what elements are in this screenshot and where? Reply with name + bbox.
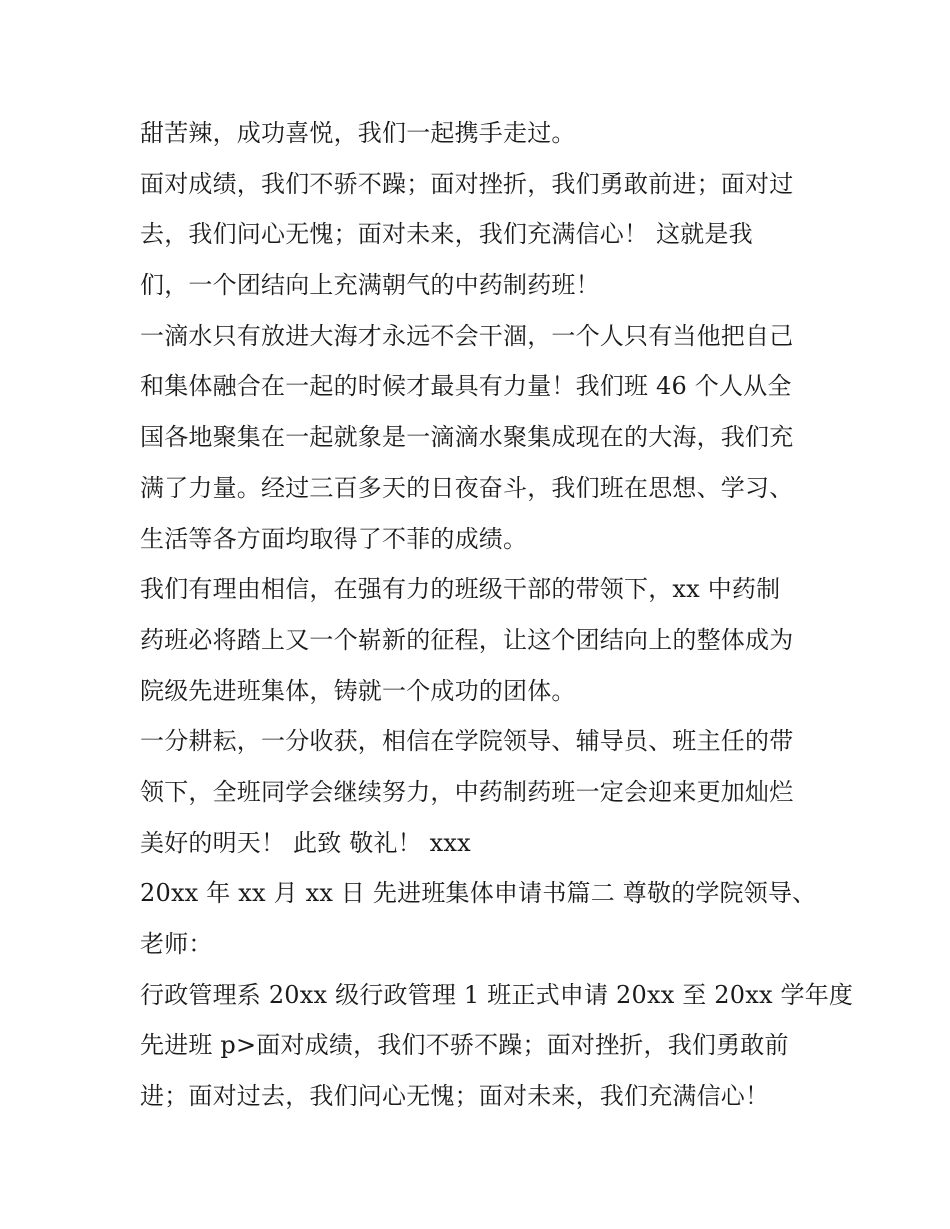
text-line: 甜苦辣，成功喜悦，我们一起携手走过。 bbox=[140, 119, 576, 147]
text-line: 国各地聚集在一起就象是一滴滴水聚集成现在的大海，我们充 bbox=[140, 423, 794, 452]
text-line: 满了力量。经过三百多天的日夜奋斗，我们班在思想、学习、 bbox=[140, 473, 794, 502]
text-line: 领下，全班同学会继续努力，中药制药班一定会迎来更加灿烂 bbox=[140, 777, 794, 806]
text-line: 进；面对过去，我们问心无愧；面对未来，我们充满信心！ bbox=[140, 1082, 770, 1111]
text-line: 美好的明天！ 此致 敬礼！ xxx bbox=[140, 828, 471, 857]
text-line: 行政管理系 20xx 级行政管理 1 班正式申请 20xx 至 20xx 学年度 bbox=[140, 980, 854, 1009]
text-line: 面对成绩，我们不骄不躁；面对挫折，我们勇敢前进；面对过 bbox=[140, 169, 794, 198]
text-line: 去，我们问心无愧；面对未来，我们充满信心！ 这就是我 bbox=[140, 220, 753, 249]
text-line: 院级先进班集体，铸就一个成功的团体。 bbox=[140, 676, 576, 705]
text-line: 和集体融合在一起的时候才最具有力量！我们班 46 个人从全 bbox=[140, 372, 792, 401]
document-body bbox=[140, 108, 854, 1122]
text-line: 我们有理由相信，在强有力的班级干部的带领下，xx 中药制 bbox=[140, 575, 781, 604]
text-line: 老师： bbox=[140, 930, 213, 958]
text-line: 们，一个团结向上充满朝气的中药制药班！ bbox=[140, 271, 600, 300]
text-line: 一分耕耘，一分收获，相信在学院领导、辅导员、班主任的带 bbox=[140, 727, 794, 756]
text-line: 生活等各方面均取得了不菲的成绩。 bbox=[140, 524, 528, 553]
text-line: 一滴水只有放进大海才永远不会干涸，一个人只有当他把自己 bbox=[140, 321, 794, 350]
text-line: 先进班 p>面对成绩，我们不骄不躁；面对挫折，我们勇敢前 bbox=[140, 1031, 789, 1060]
text-line: 20xx 年 xx 月 xx 日 先进班集体申请书篇二 尊敬的学院领导、 bbox=[140, 879, 817, 908]
text-line: 药班必将踏上又一个崭新的征程，让这个团结向上的整体成为 bbox=[140, 625, 794, 654]
